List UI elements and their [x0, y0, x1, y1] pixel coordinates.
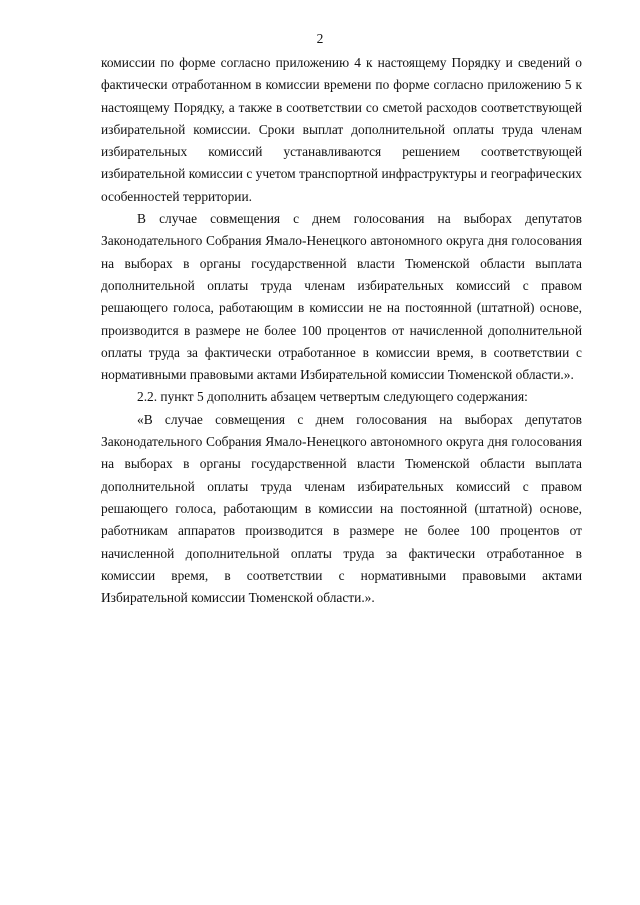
document-body [101, 52, 582, 609]
paragraph-continuation: комиссии по форме согласно приложению 4 к настоящему Порядку и сведений о фактически отработанном в комиссии времени по форме согласно приложению 5 к настоящему Порядку, а также в соответствии со сметой расходов соответствующей избирательной комиссии. Сроки выплат дополнительной оплаты труда членам избирательных комиссий устанавливаются решением соответствующей избирательной комиссии с учетом транспортной инфраструктуры и географических особенностей территории. [101, 55, 582, 204]
paragraph-combined-voting-nonpermanent: В случае совмещения с днем голосования на выборах депутатов Законодательного Собрания Ямало-Ненецкого автономного округа дня голосования на выборах в органы государственной власти Тюменской области выплата дополнительной оплаты труда членам избирательных комиссий с правом решающего голоса, работающим в комиссии не на постоянной (штатной) основе, производится в размере не более 100 процентов от начисленной дополнительной оплаты труда за фактически отработанное в комиссии время, в соответствии с нормативными правовыми актами Избирательной комиссии Тюменской области.». [101, 211, 582, 383]
page-number: 2 [316, 31, 324, 46]
paragraph-combined-voting-permanent: «В случае совмещения с днем голосования на выборах депутатов Законодательного Собрания Ямало-Ненецкого автономного округа дня голосования на выборах в органы государственной власти Тюменской области выплата дополнительной оплаты труда членам избирательных комиссий с правом решающего голоса, работающим в комиссии на постоянной (штатной) основе, работникам аппаратов производится в размере не более 100 процентов от начисленной дополнительной оплаты труда за фактически отработанное в комиссии время, в соответствии с нормативными правовыми актами Избирательной комиссии Тюменской области.». [101, 411, 582, 606]
paragraph-amendment-2-2: 2.2. пункт 5 дополнить абзацем четвертым следующего содержания: [137, 389, 528, 405]
